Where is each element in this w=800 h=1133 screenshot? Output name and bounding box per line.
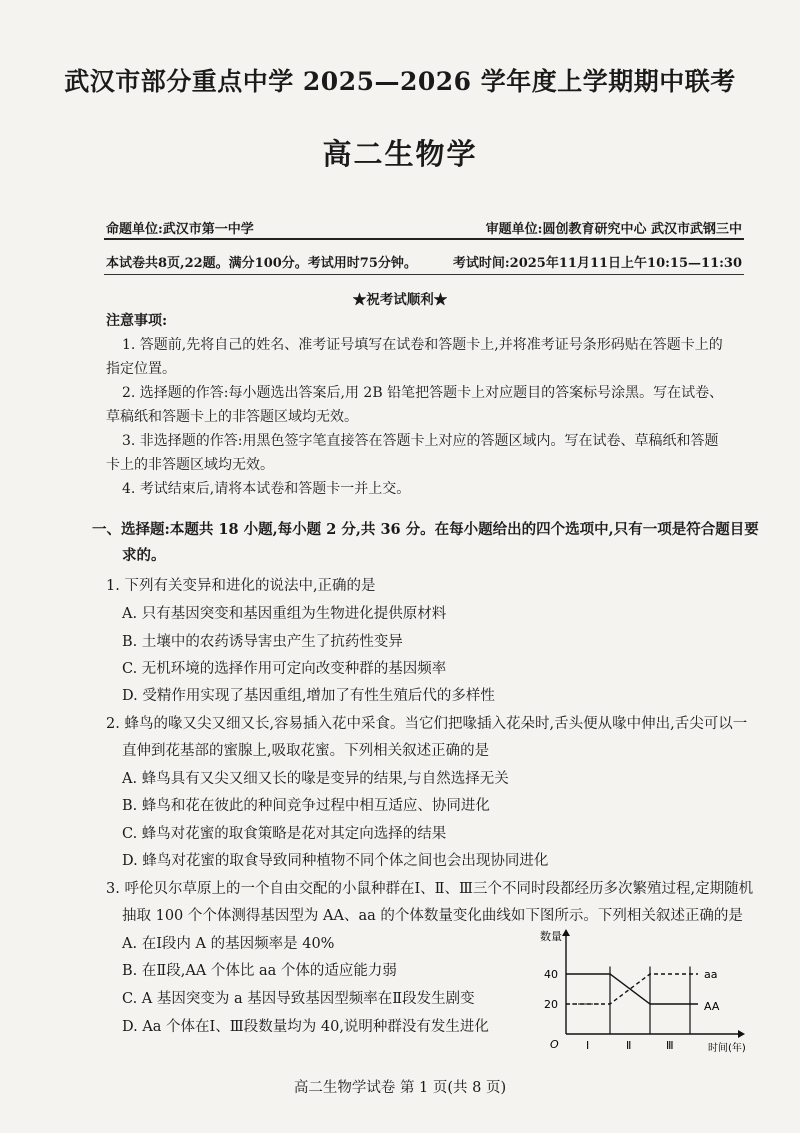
series-line-AA [566, 974, 698, 1004]
origin-label: O [550, 1038, 559, 1051]
question-2-stem-cont: 直伸到花基部的蜜腺上,吸取花蜜。下列相关叙述正确的是 [122, 743, 490, 759]
notice-item: 草稿纸和答题卡上的非答题区域均无效。 [106, 409, 358, 425]
review-unit: 审题单位:圆创教育研究中心 武汉市武钢三中 [485, 222, 742, 237]
question-1-stem: 1. 下列有关变异和进化的说法中,正确的是 [106, 578, 376, 594]
question-3-stem-cont: 抽取 100 个个体测得基因型为 AA、aa 的个体数量变化曲线如下图所示。下列相关叙述正确的是 [122, 908, 743, 924]
info-divider [104, 274, 744, 275]
question-2-option: A. 蜂鸟具有又尖又细又长的喙是变异的结果,与自然选择无关 [122, 771, 509, 787]
series-line-aa [566, 974, 698, 1004]
notice-item: 1. 答题前,先将自己的姓名、准考证号填写在试卷和答题卡上,并将准考证号条形码贴在答题卡上的 [122, 337, 723, 353]
question-2-option: B. 蜂鸟和花在彼此的种间竞争过程中相互适应、协同进化 [122, 798, 490, 814]
exam-title: 武汉市部分重点中学 2025—2026 学年度上学期期中联考 [64, 67, 736, 96]
series-label-aa: aa [704, 968, 718, 981]
genotype-count-chart [538, 924, 748, 1054]
y-axis-label: 数量 [540, 930, 562, 943]
notice-item: 2. 选择题的作答:每小题选出答案后,用 2B 铅笔把答题卡上对应题目的答案标号涂黑。写在试卷、 [122, 385, 724, 401]
question-3-option: A. 在Ⅰ段内 A 的基因频率是 40% [122, 936, 335, 952]
header-divider [104, 238, 744, 240]
series-label-AA: AA [704, 1000, 720, 1013]
question-1-option: B. 土壤中的农药诱导害虫产生了抗药性变异 [122, 634, 403, 650]
question-1-option: D. 受精作用实现了基因重组,增加了有性生殖后代的多样性 [122, 688, 495, 704]
exam-time: 考试时间:2025年11月11日上午10:15—11:30 [452, 256, 742, 271]
x-axis-label: 时间(年) [708, 1043, 746, 1054]
x-tick-label: Ⅲ [666, 1039, 674, 1052]
question-1-option: C. 无机环境的选择作用可定向改变种群的基因频率 [122, 661, 447, 677]
notice-heading: 注意事项: [106, 313, 168, 329]
good-luck-banner: ★祝考试顺利★ [352, 292, 448, 308]
x-tick-label: Ⅱ [626, 1039, 632, 1052]
y-tick-label: 20 [544, 998, 558, 1011]
notice-item: 卡上的非答题区域均无效。 [106, 457, 274, 473]
question-1-option: A. 只有基因突变和基因重组为生物进化提供原材料 [122, 606, 447, 622]
subject-title: 高二生物学 [322, 137, 478, 171]
question-3-option: C. A 基因突变为 a 基因导致基因型频率在Ⅱ段发生剧变 [122, 991, 475, 1007]
page-footer: 高二生物学试卷 第 1 页(共 8 页) [293, 1080, 507, 1096]
notice-item: 4. 考试结束后,请将本试卷和答题卡一并上交。 [122, 481, 411, 497]
section-heading: 一、选择题:本题共 18 小题,每小题 2 分,共 36 分。在每小题给出的四个选项中,只有一项是符合题目要 [92, 521, 759, 538]
question-3-option: B. 在Ⅱ段,AA 个体比 aa 个体的适应能力弱 [122, 963, 397, 979]
notice-item: 指定位置。 [106, 361, 176, 377]
section-heading-cont: 求的。 [122, 547, 166, 564]
question-2-option: D. 蜂鸟对花蜜的取食导致同种植物不同个体之间也会出现协同进化 [122, 853, 549, 869]
question-2-option: C. 蜂鸟对花蜜的取食策略是花对其定向选择的结果 [122, 826, 447, 842]
x-tick-label: Ⅰ [586, 1039, 590, 1052]
exam-info: 本试卷共8页,22题。满分100分。考试用时75分钟。 [106, 256, 417, 271]
author-unit: 命题单位:武汉市第一中学 [106, 222, 254, 237]
question-2-stem: 2. 蜂鸟的喙又尖又细又长,容易插入花中采食。当它们把喙插入花朵时,舌头便从喙中伸出,舌尖可以一 [106, 716, 748, 732]
y-tick-label: 40 [544, 968, 558, 981]
notice-item: 3. 非选择题的作答:用黑色签字笔直接答在答题卡上对应的答题区域内。写在试卷、草稿纸和答题 [122, 433, 719, 449]
y-axis-arrow [562, 929, 570, 936]
question-3-option: D. Aa 个体在Ⅰ、Ⅲ段数量均为 40,说明种群没有发生进化 [122, 1019, 489, 1035]
question-3-stem: 3. 呼伦贝尔草原上的一个自由交配的小鼠种群在Ⅰ、Ⅱ、Ⅲ三个不同时段都经历多次繁殖过程,定期随机 [106, 881, 754, 897]
x-axis-arrow [738, 1030, 745, 1038]
